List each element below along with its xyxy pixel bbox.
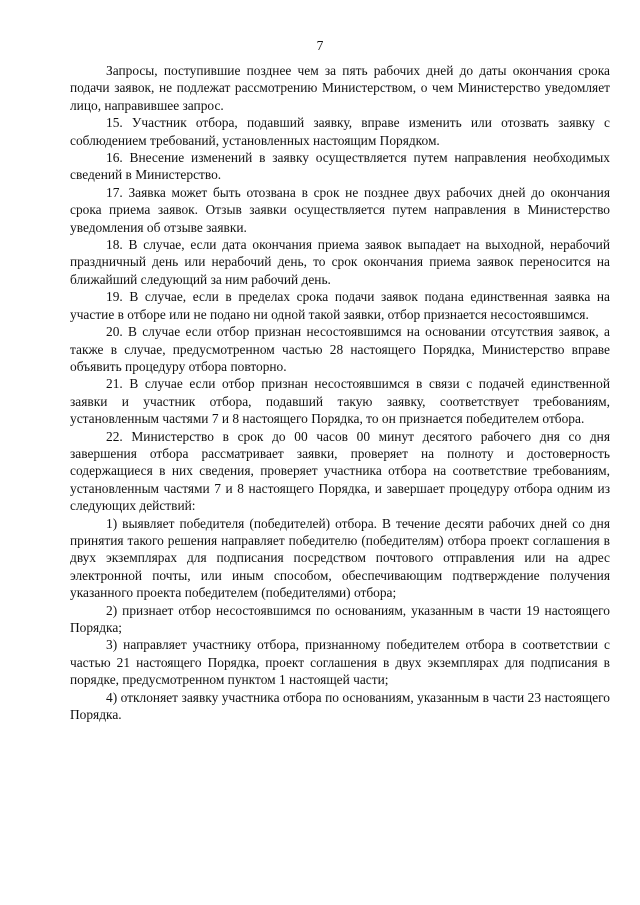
list-item-2: 2) признает отбор несостоявшимся по основаниям, указанным в части 19 настоящего Порядка; [70, 602, 610, 635]
paragraph-20: 20. В случае если отбор признан несостоявшимся на основании отсутствия заявок, а также в случае, предусмотренном частью 28 настоящего Порядка, Министерство вправе объявить процедуру отбора повторно. [70, 324, 610, 374]
paragraph-18: 18. В случае, если дата окончания приема заявок выпадает на выходной, нерабочий праздничный день или нерабочий день, то срок окончания приема заявок переносится на ближайший следующий за ним рабочий день. [70, 237, 610, 287]
paragraph-22: 22. Министерство в срок до 00 часов 00 минут десятого рабочего дня со дня завершения отбора рассматривает заявки, проверяет на полноту и достоверность содержащиеся в них сведения, проверяет участника отбора на соответствие требованиям, установленным частями 7 и 8 настоящего Порядка, и завершает процедуру отбора одним из следующих действий: [70, 428, 610, 514]
paragraph-21: 21. В случае если отбор признан несостоявшимся в связи с подачей единственной заявки и участник отбора, подавший такую заявку, соответствует требованиям, установленным частями 7 и 8 настоящего Порядка, то он признается победителем отбора. [70, 376, 610, 427]
paragraph-intro: Запросы, поступившие позднее чем за пять рабочих дней до даты окончания срока подачи заявок, не подлежат рассмотрению Министерством, о чем Министерство уведомляет лицо, направившее запрос. [70, 63, 610, 113]
list-item-3: 3) направляет участнику отбора, признанному победителем отбора в соответствии с частью 21 настоящего Порядка, проект соглашения в двух экземплярах для подписания в порядке, предусмотренном пунктом 1 настоящей части; [70, 637, 610, 688]
paragraph-17: 17. Заявка может быть отозвана в срок не позднее двух рабочих дней до окончания срока приема заявок. Отзыв заявки осуществляется путем направления в Министерство уведомления об отзыве заявки. [70, 184, 610, 235]
list-item-4: 4) отклоняет заявку участника отбора по основаниям, указанным в части 23 настоящего Порядка. [70, 689, 610, 723]
paragraph-19: 19. В случае, если в пределах срока подачи заявок подана единственная заявка на участие в отборе или не подано ни одной такой заявки, отбор признается несостоявшимся. [70, 289, 610, 322]
list-item-1: 1) выявляет победителя (победителей) отбора. В течение десяти рабочих дней со дня принятия такого решения направляет победителю (победителям) отбора проект соглашения в двух экземплярах для подписания посредством почтового отправления или на адрес электронной почты, или иным способом, обеспечивающим подтверждение получения указанного проекта победителем (победителями) отбора; [70, 515, 610, 601]
paragraph-16: 16. Внесение изменений в заявку осуществляется путем направления необходимых сведений в Министерство. [70, 150, 610, 183]
document-body [70, 62, 610, 723]
page-number: 7 [316, 38, 324, 53]
paragraph-15: 15. Участник отбора, подавший заявку, вправе изменить или отозвать заявку с соблюдением требований, установленных настоящим Порядком. [70, 115, 610, 148]
